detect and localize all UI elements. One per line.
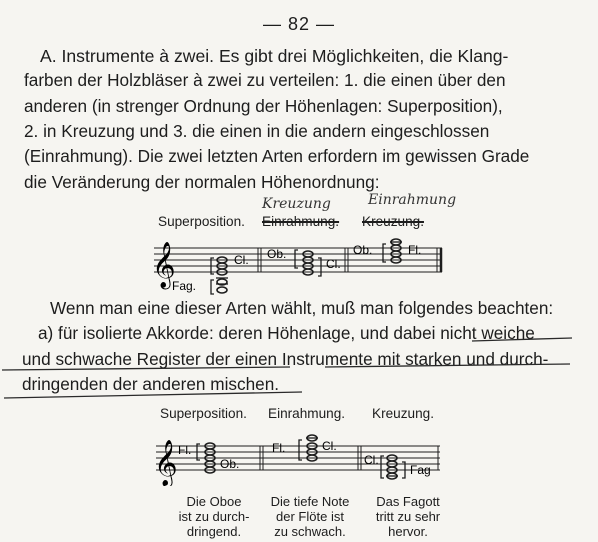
inst-label: Cl. bbox=[322, 439, 337, 453]
inst-label: Fl. bbox=[178, 443, 192, 457]
treble-clef-icon: 𝄞 bbox=[152, 243, 176, 287]
label-einrahmung-struck: Einrahmung. bbox=[262, 214, 340, 229]
staff-example-2 bbox=[152, 434, 452, 486]
caption-oboe: Die Oboe ist zu durch- dringend. bbox=[178, 494, 250, 539]
text-line: (Einrahmung). Die zwei letzten Arten erfordern im gewissen Grade bbox=[24, 146, 530, 166]
treble-clef-icon: 𝄞 bbox=[154, 441, 178, 485]
inst-label: Ob. bbox=[267, 247, 287, 261]
inst-label: Fag. bbox=[172, 279, 197, 293]
text-line: farben der Holzbläser à zwei zu verteilen: 1. die einen über den bbox=[24, 70, 506, 90]
label-einrahmung: Einrahmung. bbox=[268, 406, 346, 421]
caption-floete: Die tiefe Note der Flöte ist zu schwach. bbox=[270, 494, 350, 539]
inst-label: Fl. bbox=[408, 243, 422, 257]
inst-label: Fl. bbox=[272, 441, 286, 455]
text-line: und schwache Register der einen Instrumente mit starken und durch- bbox=[22, 349, 549, 369]
text-line: a) für isolierte Akkorde: deren Höhenlage, und dabei nicht weiche bbox=[38, 323, 535, 343]
text-line: die Veränderung der normalen Höhenordnung: bbox=[24, 172, 380, 192]
text-line: A. Instrumente à zwei. Es gibt drei Möglichkeiten, die Klang- bbox=[40, 46, 509, 66]
text-line: Wenn man eine dieser Arten wählt, muß man folgendes beachten: bbox=[50, 298, 554, 318]
handwritten-einrahmung: Einrahmung bbox=[368, 192, 457, 208]
inst-label: Cl. bbox=[364, 453, 379, 467]
label-kreuzung: Kreuzung. bbox=[372, 406, 434, 421]
text-line: dringenden der anderen mischen. bbox=[22, 374, 280, 394]
page-number: — 82 — bbox=[262, 14, 336, 34]
inst-label: Cl. bbox=[234, 253, 249, 267]
label-kreuzung-struck: Kreuzung. bbox=[362, 214, 424, 229]
label-superposition: Superposition. bbox=[158, 214, 245, 229]
inst-label: Cl. bbox=[326, 257, 341, 271]
inst-label: Ob. bbox=[353, 243, 373, 257]
text-line: anderen (in strenger Ordnung der Höhenlagen: Superposition), bbox=[24, 96, 503, 116]
label-superposition: Superposition. bbox=[160, 406, 247, 421]
inst-label: Ob. bbox=[220, 457, 240, 471]
handwritten-kreuzung: Kreuzung bbox=[262, 196, 331, 212]
caption-fagott: Das Fagott tritt zu sehr hervor. bbox=[375, 494, 441, 539]
inst-label: Fag bbox=[410, 463, 431, 477]
text-line: 2. in Kreuzung und 3. die einen in die andern eingeschlossen bbox=[24, 121, 490, 141]
